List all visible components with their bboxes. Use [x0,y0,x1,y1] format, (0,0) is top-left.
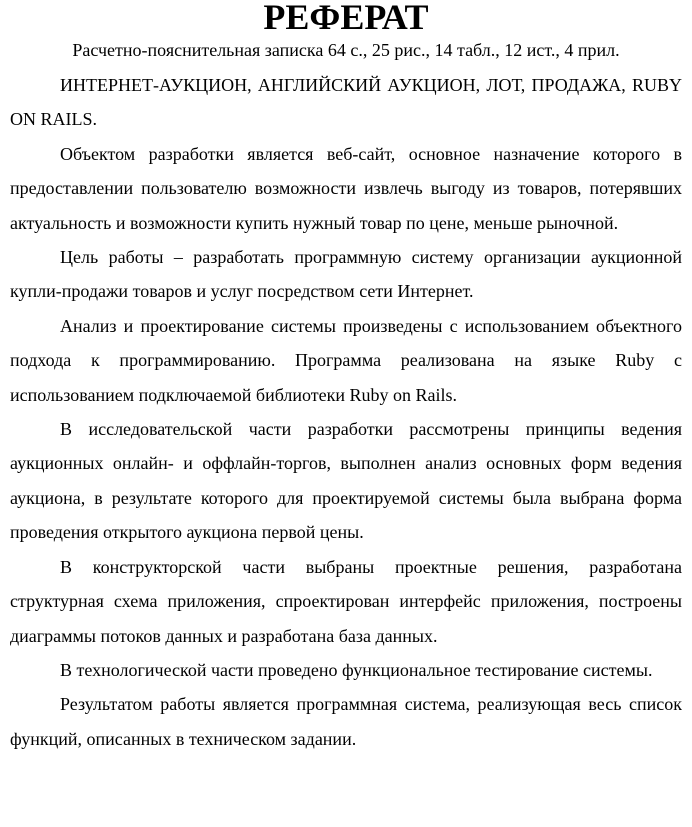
keywords-paragraph: ИНТЕРНЕТ-АУКЦИОН, АНГЛИЙСКИЙ АУКЦИОН, ЛОТ, ПРОДАЖА, RUBY ON RAILS. [10,75,682,130]
document-title: РЕФЕРАТ [263,0,429,37]
paragraph-research: В исследовательской части разработки рассмотрены принципы ведения аукционных онлайн- и оффлайн-торгов, выполнен анализ основных форм ведения аукциона, в результате которого для проектируемой системы была выбрана форма проведения открытого аукциона первой цены. [10,419,682,543]
document-summary: Расчетно-пояснительная записка 64 с., 25 рис., 14 табл., 12 ист., 4 прил. [72,40,620,60]
paragraph-object: Объектом разработки является веб-сайт, основное назначение которого в предоставлении пользователю возможности извлечь выгоду из товаров, потерявших актуальность и возможности купить нужный товар по цене, меньше рыночной. [10,143,682,233]
paragraph-analysis: Анализ и проектирование системы произведены с использованием объектного подхода к программированию. Программа реализована на языке Ruby с использованием подключаемой библиотеки Ruby on Rails. [10,315,682,405]
paragraph-technology: В технологической части проведено функциональное тестирование системы. [60,659,653,680]
paragraph-design: В конструкторской части выбраны проектные решения, разработана структурная схема приложения, спроектирован интерфейс приложения, построены диаграммы потоков данных и разработана база данных. [10,556,682,646]
paragraph-result: Результатом работы является программная система, реализующая весь список функций, описанных в техническом задании. [10,694,682,749]
paragraph-goal: Цель работы – разработать программную систему организации аукционной купли-продажи товаров и услуг посредством сети Интернет. [10,247,682,302]
